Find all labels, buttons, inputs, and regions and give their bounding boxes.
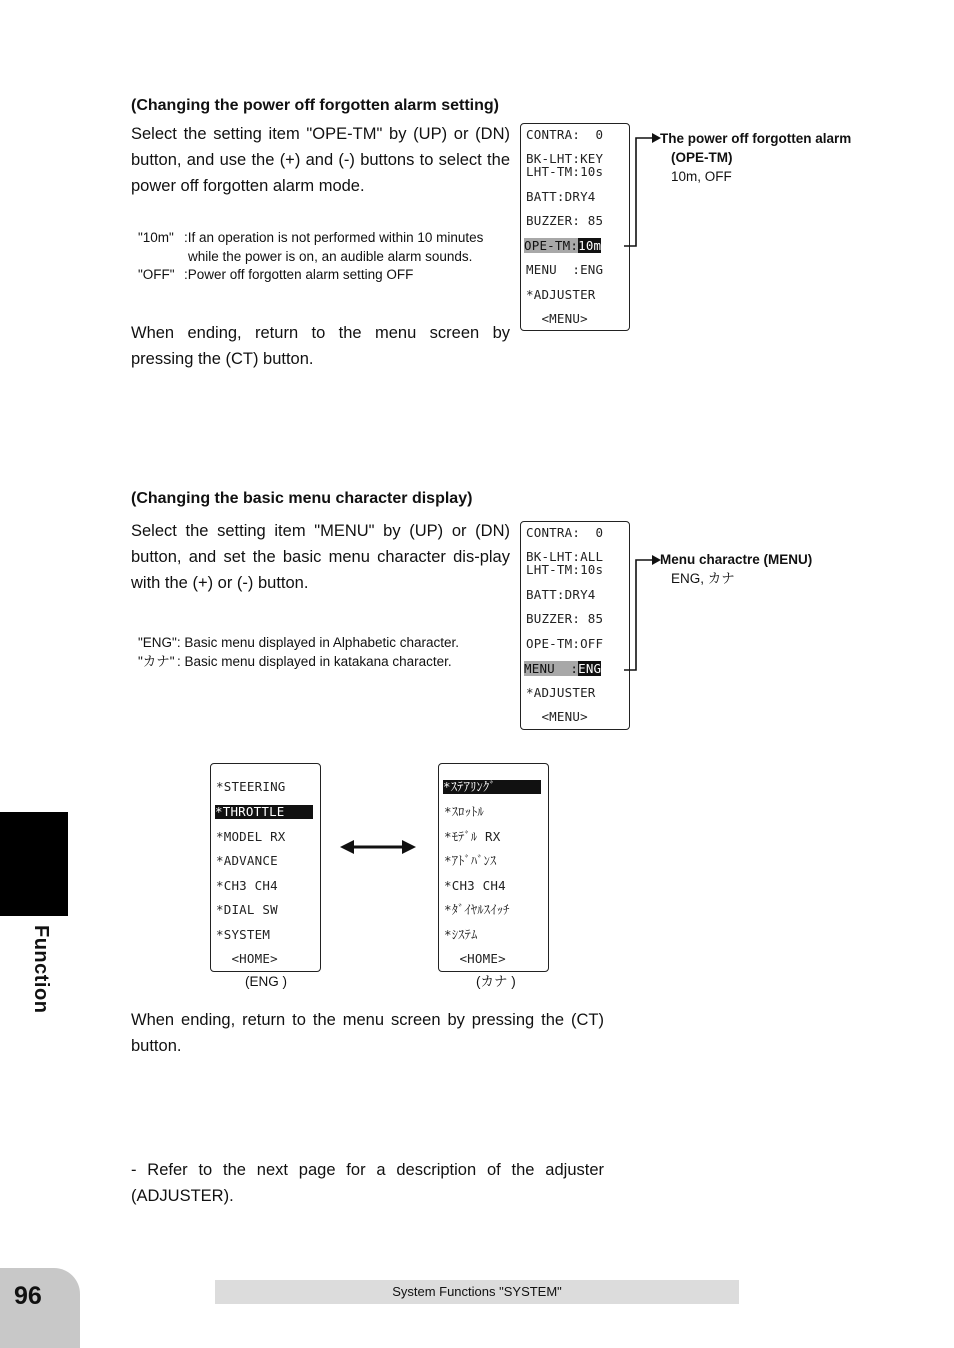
menu-item: *CH3 CH4 <box>216 878 278 893</box>
note-text: :Power off forgotten alarm setting OFF <box>184 267 414 282</box>
menu-item: *STEERING <box>216 779 286 794</box>
lcd-line: LHT-TM:10s <box>526 164 604 179</box>
lcd-label: OPE-TM: <box>524 238 579 253</box>
page-number: 96 <box>14 1282 42 1310</box>
lcd-line: MENU :ENG <box>526 262 604 277</box>
lcd-line: <MENU> <box>526 311 588 326</box>
lcd-screen-ope-tm <box>520 123 630 331</box>
lcd-line: BUZZER: 85 <box>526 611 604 626</box>
note-text: : Basic menu displayed in Alphabetic character. <box>176 635 460 650</box>
section1-instruction: Select the setting item "OPE-TM" by (UP) or (DN) button, and use the (+) and (-) buttons to select the power off forgotten alarm mode. <box>131 125 510 195</box>
callout-menu <box>660 550 890 588</box>
lcd-label: MENU : <box>524 661 579 676</box>
menu-item: *ｱﾄﾞﾊﾞﾝｽ <box>444 853 497 868</box>
lcd-line-selected <box>524 239 601 253</box>
lcd-value-highlight: ENG <box>578 661 602 676</box>
lcd-line: CONTRA: 0 <box>526 127 604 142</box>
lcd-value-highlight: 10m <box>578 238 602 253</box>
callout-subtitle: (OPE-TM) <box>671 150 733 165</box>
callout-arrow-1 <box>620 128 662 250</box>
menu-item: *SYSTEM <box>216 927 271 942</box>
ending-text: When ending, return to the menu screen by pressing the (CT) button. <box>131 1011 604 1055</box>
lcd-line-selected <box>524 662 601 676</box>
lcd-line: *ADJUSTER <box>526 287 596 302</box>
section1-heading: (Changing the power off forgotten alarm setting) <box>131 97 499 114</box>
lcd-line: CONTRA: 0 <box>526 525 604 540</box>
menu-item: *ADVANCE <box>216 853 278 868</box>
footer-bar: System Functions "SYSTEM" <box>215 1280 739 1304</box>
side-tab-block <box>0 812 68 916</box>
note-key: "ENG" <box>138 635 177 650</box>
section2-instruction: Select the setting item "MENU" by (UP) or (DN) button, and set the basic menu character dis-play with the (+) or (-) button. <box>131 522 510 592</box>
menu-item-selected <box>443 780 541 794</box>
note-key: "カナ" <box>138 653 175 669</box>
note-key <box>138 248 188 267</box>
callout-ope-tm <box>660 129 890 186</box>
note-text: :If an operation is not performed within 10 minutes <box>184 230 484 245</box>
lcd-line: BATT:DRY4 <box>526 587 596 602</box>
callout-arrow-2 <box>620 550 662 674</box>
lcd-line: BK-LHT:ALL <box>526 549 604 564</box>
note-key: "10m" <box>138 230 174 245</box>
section1-notes <box>138 229 518 285</box>
lcd-line: BUZZER: 85 <box>526 213 604 228</box>
lcd-line: BK-LHT:KEY <box>526 151 604 166</box>
menu-item: *ﾀﾞｲﾔﾙｽｲｯﾁ <box>444 902 510 917</box>
lcd-line: *ADJUSTER <box>526 685 596 700</box>
menu-item: *ﾓﾃﾞﾙ RX <box>444 829 501 844</box>
menu-item: *ｼｽﾃﾑ <box>444 927 478 942</box>
note-key: "OFF" <box>138 267 175 282</box>
callout-values: ENG, カナ <box>671 571 735 586</box>
menu-screen-eng <box>210 763 321 972</box>
menu-screen-kana <box>438 763 549 972</box>
menu-item: *CH3 CH4 <box>444 878 506 893</box>
menu-item: *MODEL RX <box>216 829 286 844</box>
section2-heading: (Changing the basic menu character display) <box>131 490 473 507</box>
menu-item: *ｽﾛｯﾄﾙ <box>444 804 484 819</box>
lcd-line: LHT-TM:10s <box>526 562 604 577</box>
callout-values: 10m, OFF <box>671 169 732 184</box>
double-arrow-icon <box>340 837 416 857</box>
lcd-line: <MENU> <box>526 709 588 724</box>
menu-item-highlight: *ｽﾃｱﾘﾝｸﾞ <box>443 780 541 794</box>
callout-title: The power off forgotten alarm <box>660 131 852 146</box>
menu-item-highlight: *THROTTLE <box>215 805 313 819</box>
lcd-line: BATT:DRY4 <box>526 189 596 204</box>
menu-caption-kana: (カナ ) <box>476 974 516 989</box>
section1-ending: When ending, return to the menu screen by pressing the (CT) button. <box>131 324 510 368</box>
callout-title: Menu charactre (MENU) <box>660 552 813 567</box>
side-section-label: Function <box>30 925 52 1014</box>
menu-item: <HOME> <box>216 951 278 966</box>
menu-item-selected <box>215 805 313 819</box>
menu-caption-eng: (ENG ) <box>245 974 287 989</box>
refer-text: - Refer to the next page for a description of the adjuster (ADJUSTER). <box>131 1161 604 1205</box>
menu-item: *DIAL SW <box>216 902 278 917</box>
menu-item: <HOME> <box>444 951 506 966</box>
lcd-line: OPE-TM:OFF <box>526 636 604 651</box>
lcd-screen-menu <box>520 521 630 730</box>
note-text: : Basic menu displayed in katakana character. <box>177 653 452 669</box>
note-text: while the power is on, an audible alarm sounds. <box>188 248 473 264</box>
section2-notes <box>138 634 518 671</box>
